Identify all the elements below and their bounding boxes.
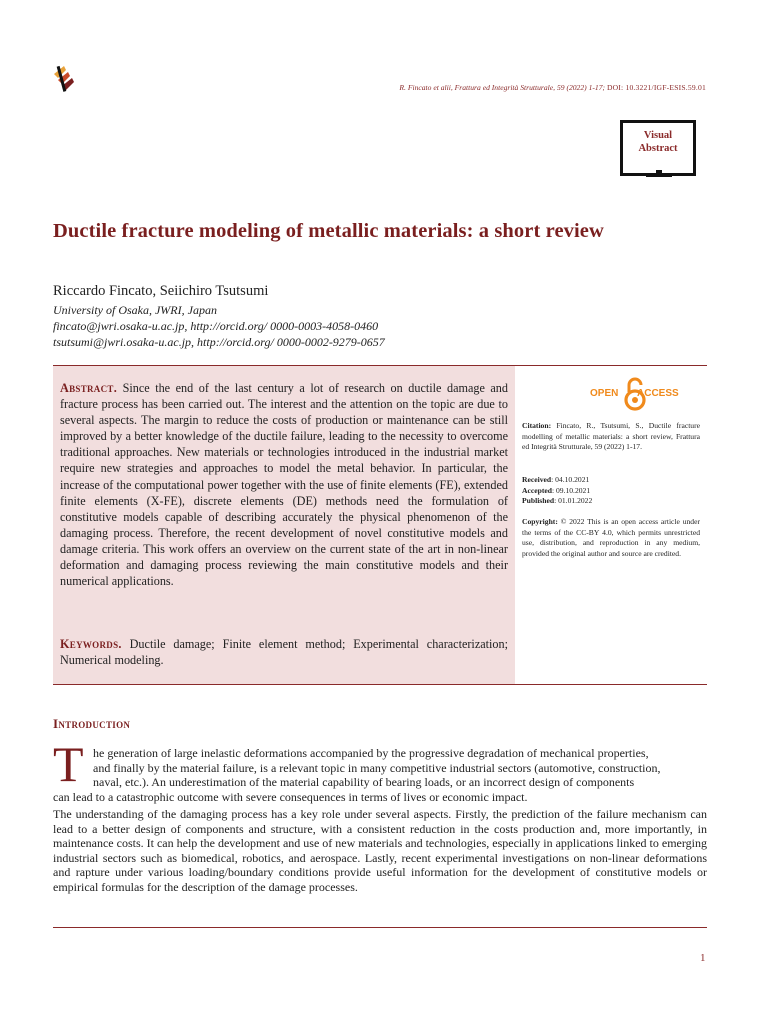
copyright-text: © 2022 This is an open access article under the terms of the CC-BY 4.0, which permits unrestricted use, distribution, and reproduction in any medium, provided the original author and source are credited. — [522, 517, 700, 558]
divider — [53, 927, 707, 928]
doi-text: DOI: 10.3221/IGF-ESIS.59.01 — [606, 83, 706, 92]
citation — [522, 421, 700, 453]
author-contact-1[interactable]: fincato@jwri.osaka-u.ac.jp, http://orcid.org/ 0000-0003-4058-0460 — [53, 319, 379, 333]
keywords-label: Keywords. — [60, 637, 122, 651]
intro-line-3: naval, etc.). An underestimation of the material capability of bearing loads, or an incorrect design of components — [93, 775, 635, 790]
drop-cap: T — [53, 736, 84, 792]
dates — [522, 475, 700, 507]
visual-abstract-line2: Abstract — [638, 143, 678, 154]
intro-line-1: he generation of large inelastic deformations accompanied by the progressive degradation of mechanical properties, — [93, 746, 649, 760]
visual-abstract-button[interactable] — [620, 120, 696, 178]
authors: Riccardo Fincato, Seiichiro Tsutsumi — [53, 283, 269, 299]
affiliation: University of Osaka, JWRI, Japan — [53, 303, 217, 317]
received-label: Received — [522, 475, 552, 484]
intro-paragraph-2: The understanding of the damaging process has a key role under several aspects. Firstly, the prediction of the failure mechanism can lead to a better design of components and structure, with a consistent reduction in the costs production and, more importantly, in maintenance costs. It can help the development and use of new materials and technologies, especially in applications linked to emerging industrial sectors such as biomedical, robotics, and aerospace. Lastly, recent experimental investigations on non-linear deformations and rapture under various loading/boundary conditions provide useful information for the development of constitutive models or empirical formulas for the description of the damage processes. — [53, 807, 707, 894]
copyright-label: Copyright: — [522, 517, 558, 526]
intro-line-4: can lead to a catastrophic outcome with severe consequences in terms of lives or economic impact. — [53, 789, 528, 804]
published-label: Published — [522, 496, 555, 505]
running-head-citation: R. Fincato et alii, Frattura ed Integrità Strutturale, 59 (2022) 1-17; — [399, 83, 606, 92]
paper-title: Ductile fracture modeling of metallic materials: a short review — [53, 220, 604, 242]
running-head — [200, 83, 706, 92]
citation-text: Fincato, R., Tsutsumi, S., Ductile fracture modelling of metallic materials: a short review, Frattura ed Integrità Strutturale, 59 (2022) 1-17. — [522, 421, 700, 451]
accepted-label: Accepted — [522, 485, 552, 495]
keywords-body: Ductile damage; Finite element method; Experimental characterization; Numerical modeling. — [60, 637, 508, 668]
received-date: : 04.10.2021 — [551, 475, 590, 484]
section-heading: Introduction — [53, 716, 131, 731]
page-number: 1 — [700, 952, 706, 964]
keywords — [60, 636, 508, 668]
journal-logo-icon — [50, 62, 80, 94]
monitor-base — [646, 174, 672, 177]
open-access-left: OPEN — [590, 388, 619, 399]
visual-abstract-line1: Visual — [643, 130, 673, 141]
citation-label: Citation: — [522, 421, 552, 430]
intro-paragraph-1 — [53, 746, 707, 804]
author-contact-2[interactable]: tsutsumi@jwri.osaka-u.ac.jp, http://orcid.org/ 0000-0002-9279-0657 — [53, 335, 385, 349]
abstract — [60, 380, 508, 589]
intro-line-2: and finally by the material failure, is a relevant topic in many competitive industrial sectors (automotive, construction, — [93, 760, 661, 775]
divider — [53, 684, 707, 685]
open-access-right: ACCESS — [637, 388, 679, 399]
copyright — [522, 517, 700, 559]
abstract-body: Since the end of the last century a lot of research on ductile damage and fracture process has been carried out. The interest and the attention on the topic are due to several aspects. The margin to reduce the costs of production or maintenance can be still improved by a better knowledge of the ductile failure, leading to the necessity to overcome traditional approaches. New materials or technologies introduced in the industrial market require new strategies and approaches to model the metal behavior. In particular, the increase of the computational power together with the use of finite elements (FE), extended finite elements (X-FE), discrete elements (DE) methods need the formulation of constitutive models capable of describing accurately the physical phenomenon of the damaging process. Therefore, the recent development of novel constitutive models and damage criteria. This work offers an overview on the current state of the art in non-linear deformation and damaging process reviewing the main constitutive models and their numerical applications. — [60, 381, 508, 589]
monitor-icon — [620, 120, 696, 176]
published-date: : 01.01.2022 — [554, 496, 593, 505]
accepted-date: : 09.10.2021 — [551, 485, 591, 495]
abstract-label: Abstract. — [60, 381, 118, 395]
